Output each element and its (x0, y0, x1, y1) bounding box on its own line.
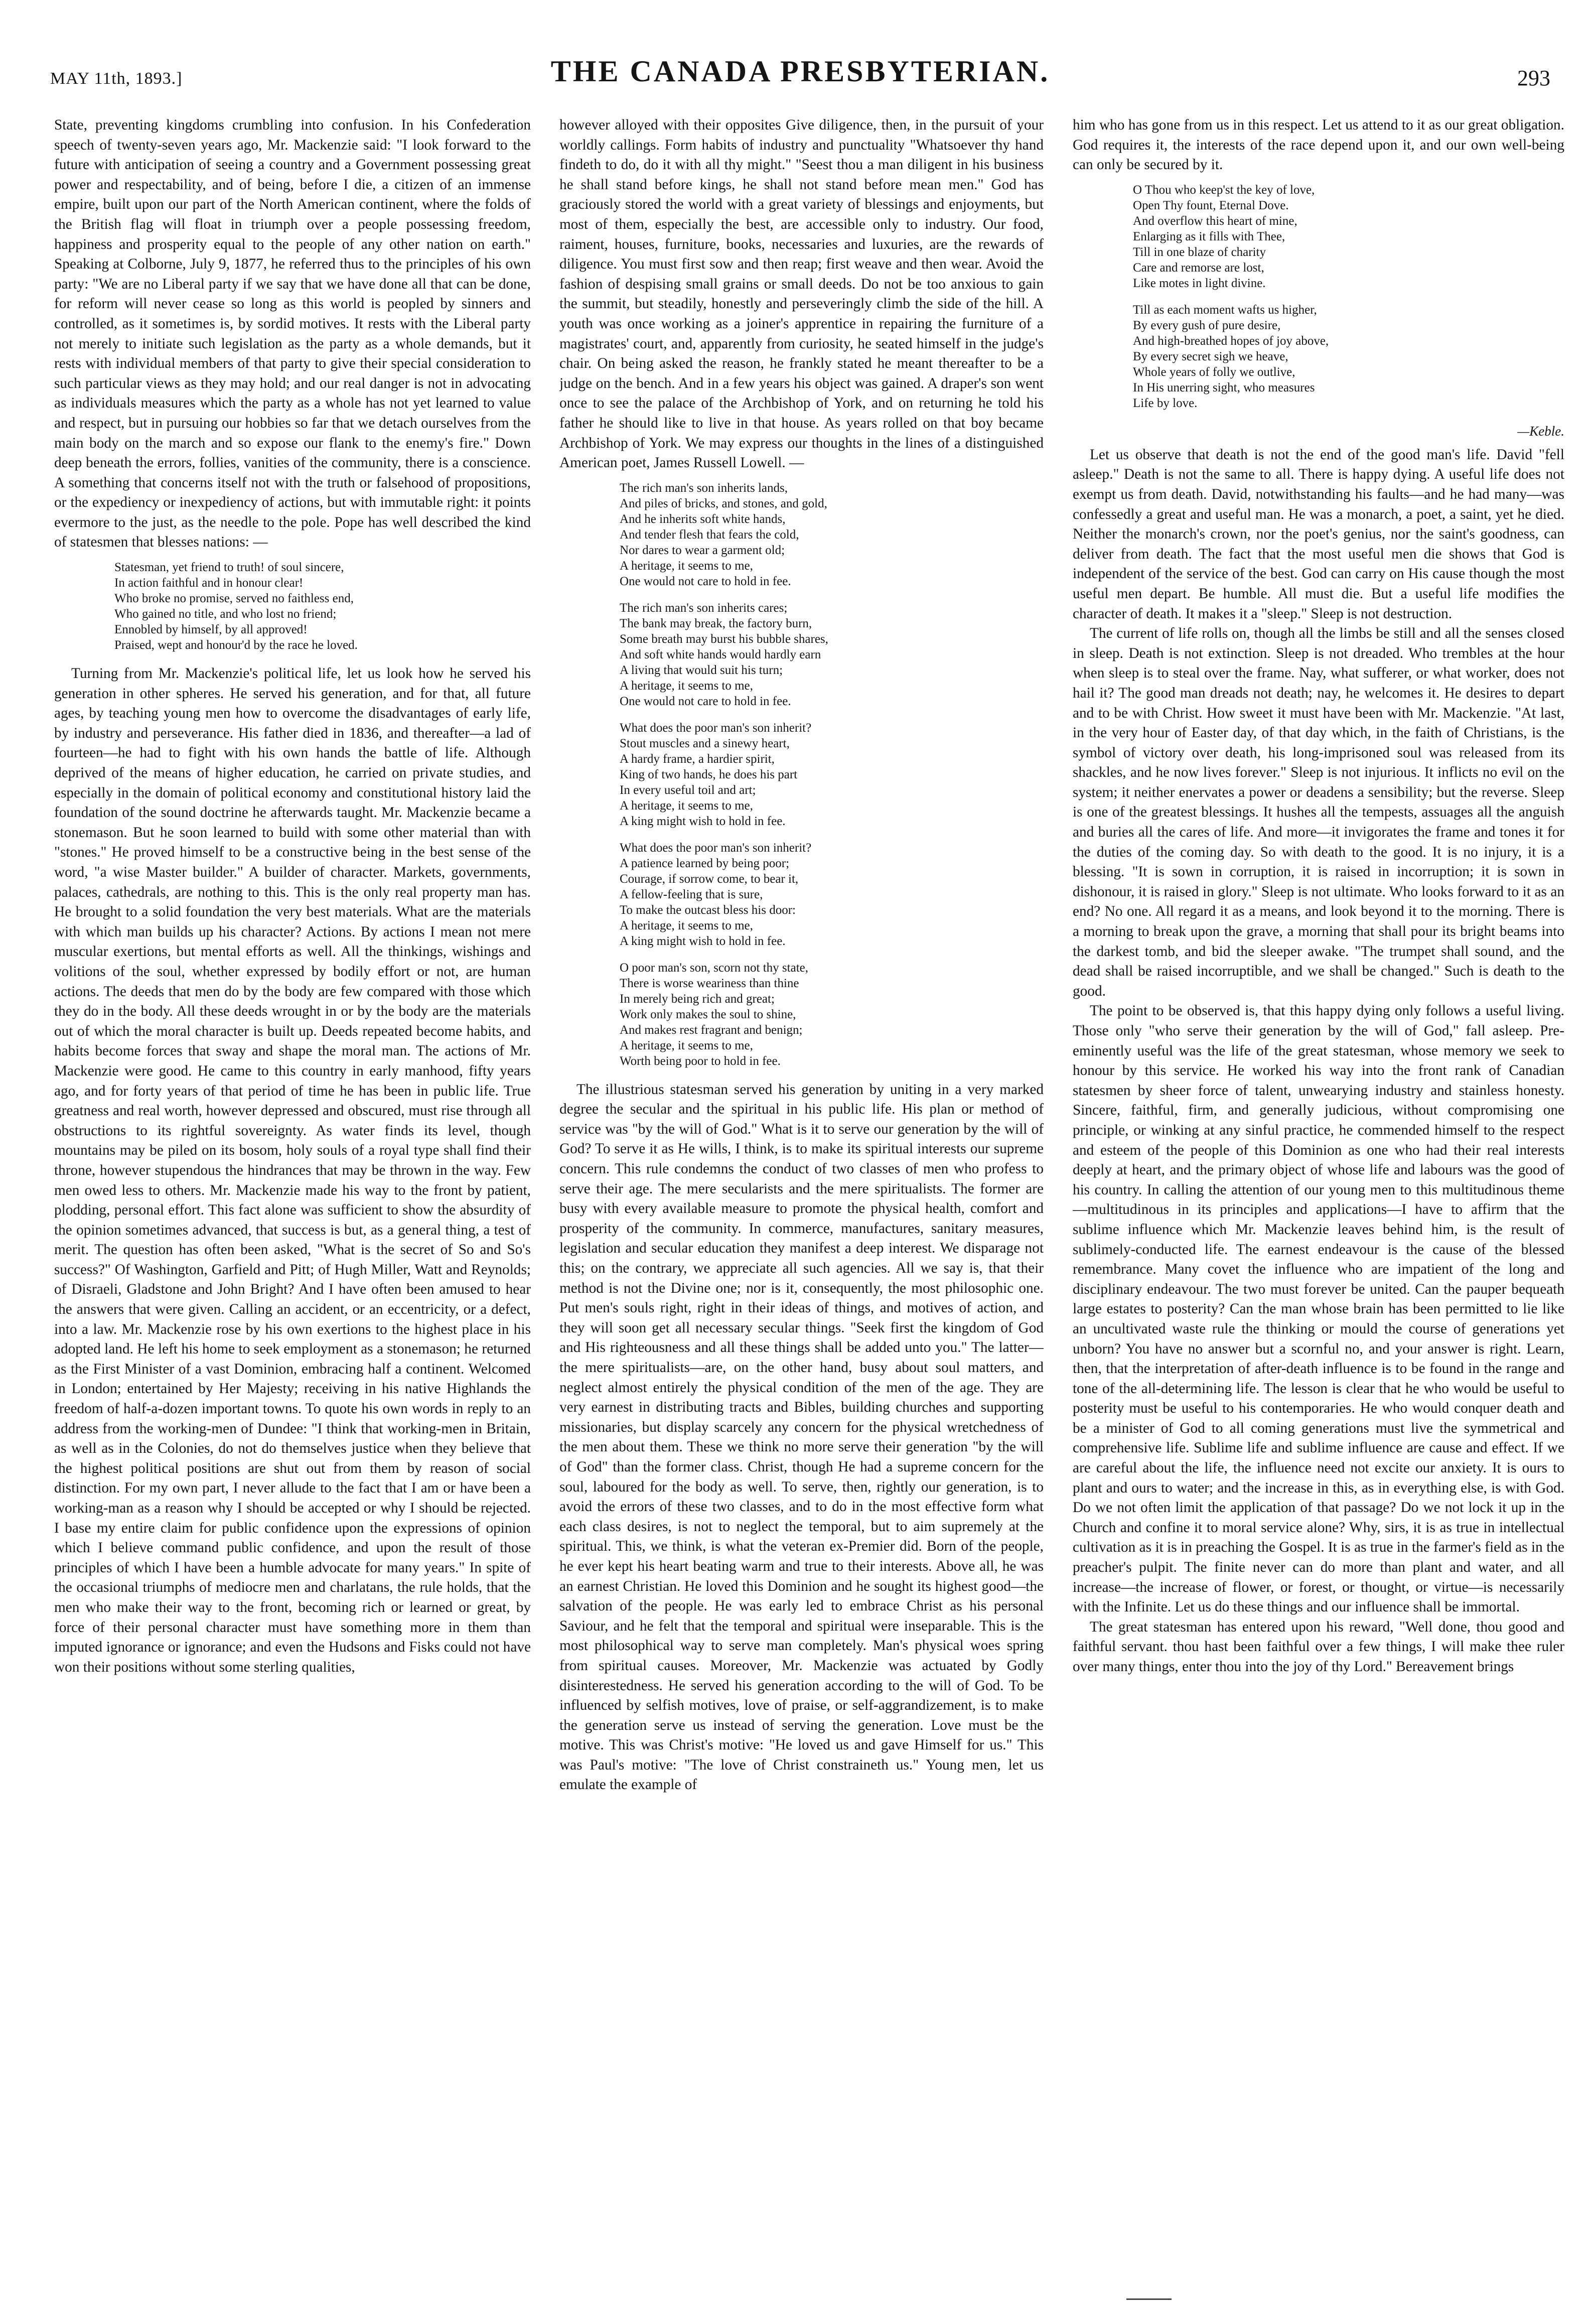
poem-line: And piles of bricks, and stones, and gold, (620, 496, 827, 510)
poem-line: And makes rest fragrant and benign; (620, 1023, 803, 1037)
quoted-poem-pope (114, 560, 531, 653)
poem-line: By every secret sigh we heave, (1133, 349, 1288, 363)
poem-line: There is worse weariness than thine (620, 976, 799, 990)
poem-line: Like motes in light divine. (1133, 276, 1266, 290)
column-1 (54, 115, 531, 2288)
poem-line: Who gained no title, and who lost no friend; (114, 607, 337, 621)
poem-stanza (620, 840, 1044, 949)
running-head (50, 54, 1550, 99)
footer-rule (1126, 2298, 1172, 2300)
poem-line: A heritage, it seems to me, (620, 918, 753, 932)
poem-line: Courage, if sorrow come, to bear it, (620, 872, 799, 886)
poem-line: A living that would suit his turn; (620, 663, 783, 677)
poem-line: Statesman, yet friend to truth! of soul sincere, (114, 561, 344, 575)
poem-line: And overflow this heart of mine, (1133, 214, 1297, 228)
poem-line: A king might wish to hold in fee. (620, 814, 786, 828)
poem-line: In action faithful and in honour clear! (114, 576, 304, 590)
column-3 (1073, 115, 1564, 2288)
poem-line: And tender flesh that fears the cold, (620, 527, 799, 541)
paragraph: The illustrious statesman served his generation by uniting in a very marked degree the secular and the spiritual in his public life. His plan or method of service was "by the will of God." What is it to serve our generation by the will of God? To serve it as He wills, I think, is to make its spiritual interests our supreme concern. This rule condemns the conduct of two classes of men who profess to serve their age. The mere secularists and the mere spiritualists. The former are busy with every available measure to promote the physical health, comfort and prosperity of the community. In commerce, manufactures, sanitary measures, legislation and secular education they manifest a deep interest. We disparage not this; on the contrary, we appreciate all such agencies. All we say is, that their method is not the Divine one; nor is it, consequently, the most philosophic one. Put men's souls right, right in their ideas of things, and motives of action, and they will soon get all necessary secular things. "Seek first the kingdom of God and His righteousness and all these things shall be added unto you." The latter—the mere spiritualists—are, on the other hand, busy about soul matters, and neglect almost entirely the physical condition of the men of the age. They are very earnest in distributing tracts and Bibles, building churches and supporting missionaries, but display scarcely any concern for the physical wretchedness of the men about them. These we think no more serve their generation "by the will of God" than the former class. Christ, though He had a supreme concern for the soul, laboured for the body as well. To serve, then, rightly our generation, is to avoid the errors of these two classes, and to do in the most effective form what each class desires, is not to neglect the temporal, but to aim supremely at the spiritual. This, we think, is what the veteran ex-Premier did. Born of the people, he ever kept his heart beating warm and true to their interests. Above all, he was an earnest Christian. He loved this Dominion and he sought its highest good—the salvation of the people. He was early led to embrace Christ as his personal Saviour, and he felt that the temporal and spiritual were inseparable. This is the most philosophical way to serve man completely. Man's physical woes spring from spiritual causes. Moreover, Mr. Mackenzie was actuated by Godly disinterestedness. He served his generation according to the will of God. To be influenced by selfish motives, love of praise, or self-aggrandizement, is to make the generation serve us instead of serving the generation. Love must be the motive. This was Christ's motive: "He loved us and gave Himself for us." This was Paul's motive: "The love of Christ constraineth us." Young men, let us emulate the example of (559, 1081, 1044, 1793)
poem-line: Worth being poor to hold in fee. (620, 1054, 781, 1068)
issue-date: MAY 11th, 1893.] (50, 69, 183, 88)
column-2 (559, 115, 1044, 2288)
quoted-poem-keble (1133, 182, 1564, 411)
poem-line: In His unerring sight, who measures (1133, 380, 1315, 394)
paragraph: however alloyed with their opposites Give diligence, then, in the pursuit of your worldly callings. Form habits of industry and punctuality "Whatsoever thy hand findeth to do, do it with all thy might." "Seest thou a man diligent in his business he shall stand before kings, he shall not stand before mean men." God has graciously stored the world with a great variety of blessings and enjoyments, but most of them, especially the best, are accessible only to industry. Our food, raiment, houses, furniture, books, necessaries and luxuries, are the rewards of diligence. You must first sow and then reap; first weave and then wear. Avoid the fashion of despising small grains or small deeds. Do not be too anxious to gain the summit, but steadily, honestly and perseveringly climb the side of the hill. A youth was once working as a joiner's apprentice in repairing the furniture of a magistrates' court, and, apparently from curiosity, he seated himself in the judge's chair. On being asked the reason, he frankly stated he meant thereafter to be a judge on the bench. And in a few years his object was gained. A draper's son went once to see the palace of the Archbishop of York, and on returning he told his father he should like to live in that house. As years rolled on that boy became Archbishop of York. We may express our thoughts in the lines of a distinguished American poet, James Russell Lowell. — (559, 117, 1044, 471)
poem-line: A king might wish to hold in fee. (620, 934, 786, 948)
poem-line: By every gush of pure desire, (1133, 318, 1281, 332)
poem-line: The bank may break, the factory burn, (620, 616, 812, 630)
poem-stanza (620, 480, 1044, 589)
poem-line: A patience learned by being poor; (620, 856, 790, 870)
paragraph: The point to be observed is, that this happy dying only follows a useful living. Those only "who serve their generation by the will of God," fall asleep. Pre-eminently useful was the life of the great statesman, whose memory we seek to honour by this service. He worked his way into the front rank of Canadian statesmen by sheer force of talent, unwearying industry and stainless honesty. Sincere, faithful, firm, and generally judicious, without compromising one principle, or winking at any sinful practice, he commended himself to the respect and esteem of the people of this Dominion as one who had their real interests deeply at heart, and the primary object of whose life and labours was the good of his country. In calling the attention of our young men to this multitudinous theme—multitudinous in its principles and applications—I have to affirm that the sublime influence which Mr. Mackenzie leaves behind him, is the result of sublimely-conducted life. The earnest endeavour is the cause of the blessed remembrance. Many covet the influence who are impatient of the long and disciplinary endeavour. The two must forever be united. Can the pauper bequeath large estates to posterity? Can the man whose brain has been permitted to lie like an uncultivated waste rule the thinking or mould the course of generations yet unborn? You have no answer but a scornful no, and your answer is right. Learn, then, that the interpretation of after-death influence is to be found in the range and tone of the all-determining life. The lesson is clear that he who would be useful to posterity must be useful to his contemporaries. He who would conquer death and be a minister of God to all coming generations must live the symmetrical and comprehensive life. Sublime life and sublime influence are cause and effect. If we are careful about the life, the influence need not excite our anxiety. It is ours to plant and ours to water; and the increase in this, as in everything else, is with God. Do we not often limit the application of that passage? Do we not lock it up in the Church and confine it to moral service alone? Why, sirs, it is as true in intellectual cultivation as it is in preaching the Gospel. It is as true in the farmer's field as in the preacher's pulpit. The finite never can do more than plant and water, and all increase—the increase of flower, or forest, or thought, or virtue—is necessarily with the Infinite. Let us do these things and our influence shall be immortal. (1073, 1003, 1564, 1615)
poem-line: Care and remorse are lost, (1133, 260, 1264, 275)
poem-line: The rich man's son inherits lands, (620, 481, 788, 495)
poem-line: A fellow-feeling that is sure, (620, 887, 763, 901)
poem-line: The rich man's son inherits cares; (620, 601, 788, 615)
poem-line: Open Thy fount, Eternal Dove. (1133, 198, 1289, 212)
poem-stanza (1133, 182, 1564, 291)
poem-line: Stout muscles and a sinewy heart, (620, 736, 790, 750)
poem-line: What does the poor man's son inherit? (620, 721, 812, 735)
poem-line: In merely being rich and great; (620, 992, 775, 1006)
poem-line: A hardy frame, a hardier spirit, (620, 752, 775, 766)
paragraph: The current of life rolls on, though all the limbs be still and all the senses closed in sleep. Death is not extinction. Sleep is not dreaded. Who trembles at the hour when sleep is to steal over the frame. Nay, what sufferer, or what worker, does not hail it? The good man dreads not death; nay, he welcomes it. He desires to depart and to be with Christ. How sweet it must have been with Mr. Mackenzie. "At last, in the very hour of Easter day, of that day which, in the faith of Christians, is the symbol of victory over death, his long-imprisoned soul was released from its shackles, and he now lives forever." Sleep is not injurious. It inflicts no evil on the system; it neither enervates a power or deadens a sensibility; but the reverse. Sleep is one of the greatest blessings. It hushes all the tempests, assuages all the anguish and buries all the cares of life. And more—it invigorates the frame and tones it for the duties of the coming day. So with death to the good. It is no injury, it is a blessing. "It is sown in corruption, it is raised in incorruption; it is sown in dishonour, it is raised in glory." Sleep is not ultimate. Who looks forward to it as an end? No one. All regard it as a means, and look beyond it to the morning. There is a morning to break upon the grave, a morning that shall pour its bright beams into the darkest tomb, and bid the sleeper awake. "The trumpet shall sound, and the dead shall be raised incorruptible, and we shall be changed." Such is death to the good. (1073, 625, 1564, 999)
poem-line: A heritage, it seems to me, (620, 678, 753, 693)
paragraph: Turning from Mr. Mackenzie's political life, let us look how he served his generation in other spheres. He served his generation, and for that, all future ages, by teaching young men how to overcome the disadvantages of early life, by industry and perseverance. His father died in 1836, and thereafter—a lad of fourteen—he had to fight with his own hands the battle of life. Although deprived of the means of higher education, he carried on private studies, and especially in the domain of political economy and constitutional history laid the foundation of the sound doctrine he afterwards taught. Mr. Mackenzie became a stonemason. But he soon learned to build with some other material than with "stones." He proved himself to be a constructive being in the best sense of the word, "a wise Master builder." A builder of character. Markets, governments, palaces, cathedrals, are nothing to this. This is the only real property man has. He brought to a solid foundation the very best materials. What are the materials with which man builds up his character? Actions. By actions I mean not mere muscular exertions, but mental efforts as well. All the thinkings, wishings and volitions of the soul, whether expressed by bodily effort or not, are human actions. The deeds that men do by the body are few compared with those which they do in the body. All these deeds wrought in or by the body are the materials out of which the moral character is built up. Deeds repeated become habits, and habits become forces that sway and shape the moral man. The actions of Mr. Mackenzie were good. He came to this country in early manhood, fifty years ago, and for forty years of that period of time he has been in public life. True greatness and real worth, however depressed and obscured, must rise through all obstructions to its rightful sovereignty. As water finds its level, though mountains may be piled on its bosom, holy souls of a royal type shall find their throne, however stupendous the hindrances that may be thrown in the way. Few men owed less to others. Mr. Mackenzie made his way to the front by patient, plodding, personal effort. This fact alone was sufficient to show the absurdity of the opinion sometimes advanced, that success is but, as a general thing, a test of merit. The question has often been asked, "What is the secret of So and So's success?" Of Washington, Garfield and Pitt; of Hugh Miller, Watt and Reynolds; of Disraeli, Gladstone and John Bright? And I have often been amused to hear the answers that were given. Calling an accident, or an eccentricity, or a defect, into a law. Mr. Mackenzie rose by his own exertions to the highest place in his adopted land. He left his home to seek employment as a stonemason; he returned as the First Minister of a vast Dominion, embracing half a continent. Welcomed in London; entertained by Her Majesty; receiving in his native Highlands the freedom of half-a-dozen important towns. To quote his own words in reply to an address from the working-men of Dundee: "I think that working-men in Britain, as well as in the Colonies, do not do themselves justice when they believe that the highest political positions are shut out from them by reason of social distinction. For my own part, I never allude to the fact that I am or have been a working-man as a reason why I should be accepted or why I should be rejected. I base my entire claim for public confidence upon the expressions of opinion which I believe command public confidence, and upon the result of those principles of which I have been a humble advocate for many years." In spite of the occasional triumphs of mediocre men and charlatans, the rule holds, that the men who make their way to the front, becoming rich or learned or great, by force of their personal character must have something more in them than imputed ignorance or ignorance; and even the Hudsons and Fisks could not have won their positions without some sterling qualities, (54, 665, 531, 1675)
paragraph: Let us observe that death is not the end of the good man's life. David "fell asleep." Death is not the same to all. There is happy dying. A useful life does not exempt us from death. David, notwithstanding his faults—and he had many—was confessedly a great and useful man. He was a monarch, a poet, a saint, yet he died. Neither the monarch's crown, nor the poet's genius, nor the saint's goodness, can deliver from death. The fact that the most useful men die shows that God is independent of the service of the best. God can carry on His cause though the most useful men depart. Be humble. All must die. But a useful life modifies the character of death. It makes it a "sleep." Sleep is not destruction. (1073, 446, 1564, 622)
poem-line: One would not care to hold in fee. (620, 694, 791, 708)
poem-line: Some breath may burst his bubble shares, (620, 632, 828, 646)
poem-line: King of two hands, he does his part (620, 767, 798, 781)
poem-line: And he inherits soft white hands, (620, 512, 786, 526)
poem-line: A heritage, it seems to me, (620, 798, 753, 812)
poem-stanza (620, 720, 1044, 829)
poem-line: A heritage, it seems to me, (620, 559, 753, 573)
poem-line: In every useful toil and art; (620, 783, 756, 797)
poem-line: Nor dares to wear a garment old; (620, 543, 785, 557)
poem-line: And soft white hands would hardly earn (620, 647, 821, 661)
poem-line: Ennobled by himself, by all approved! (114, 623, 308, 637)
poem-line: Work only makes the soul to shine, (620, 1007, 796, 1021)
poem-line: And high-breathed hopes of joy above, (1133, 334, 1329, 348)
masthead-title: THE CANADA PRESBYTERIAN. (550, 55, 1050, 88)
poem-stanza (114, 560, 531, 653)
page-number: 293 (1517, 66, 1550, 90)
poem-stanza (1133, 302, 1564, 411)
poem-line: Who broke no promise, served no faithless end, (114, 592, 354, 606)
poem-line: A heritage, it seems to me, (620, 1038, 753, 1052)
quoted-poem-lowell (620, 480, 1044, 1069)
poem-line: Till as each moment wafts us higher, (1133, 303, 1317, 317)
poem-line: Whole years of folly we outlive, (1133, 365, 1295, 379)
poem-line: O poor man's son, scorn not thy state, (620, 961, 808, 975)
poem-line: What does the poor man's son inherit? (620, 841, 812, 855)
poem-line: To make the outcast bless his door: (620, 903, 796, 917)
paragraph: The great statesman has entered upon his reward, "Well done, thou good and faithful servant. thou hast been faithful over a few things, I will make thee ruler over many things, enter thou into the joy of thy Lord." Bereavement brings (1073, 1618, 1564, 1675)
paragraph: State, preventing kingdoms crumbling into confusion. In his Confederation speech of twenty-seven years ago, Mr. Mackenzie said: "I look forward to the future with anticipation of seeing a country and a Government possessing great power and respectability, and of being, before I die, a citizen of an immense empire, built upon our part of the North American continent, where the folds of the British flag will float in triumph over a people possessing freedom, happiness and prosperity equal to the people of any other nation on earth." Speaking at Colborne, July 9, 1877, he referred thus to the principles of his own party: "We are no Liberal party if we say that we have done all that can be done, for reform will never cease so long as this world is peopled by sinners and controlled, as it sometimes is, by sordid motives. It rests with the Liberal party not merely to initiate such legislation as the party as a whole demands, but it rests with individual members of that party to give their special consideration to such particular views as they may hold; and our real danger is not in advocating as individuals measures which the party as a whole has not yet learned to value and respect, but in pursuing our hobbies so far that we detach ourselves from the main body on the march and so expose our flank to the enemy's fire." Down deep beneath the errors, follies, vanities of the community, there is a conscience. A something that concerns itself not with the truth or falsehood of propositions, or the expediency or inexpediency of actions, but with immutable right: it points evermore to the just, as the needle to the pole. Pope has well described the kind of statesmen that blesses nations: — (54, 117, 531, 551)
poem-line: Enlarging as it fills with Thee, (1133, 229, 1285, 243)
poem-stanza (620, 600, 1044, 709)
poem-line: O Thou who keep'st the key of love, (1133, 183, 1315, 197)
poem-line: Life by love. (1133, 396, 1198, 410)
poem-line: Till in one blaze of charity (1133, 245, 1266, 259)
paragraph: him who has gone from us in this respect. Let us attend to it as our great obligation. God requires it, the interests of the race depend upon it, and our own well-being can only be secured by it. (1073, 117, 1564, 173)
poem-line: Praised, wept and honour'd by the race he loved. (114, 638, 358, 652)
poem-line: One would not care to hold in fee. (620, 574, 791, 588)
poem-stanza (620, 960, 1044, 1069)
poem-attribution: —Keble. (1517, 423, 1564, 439)
